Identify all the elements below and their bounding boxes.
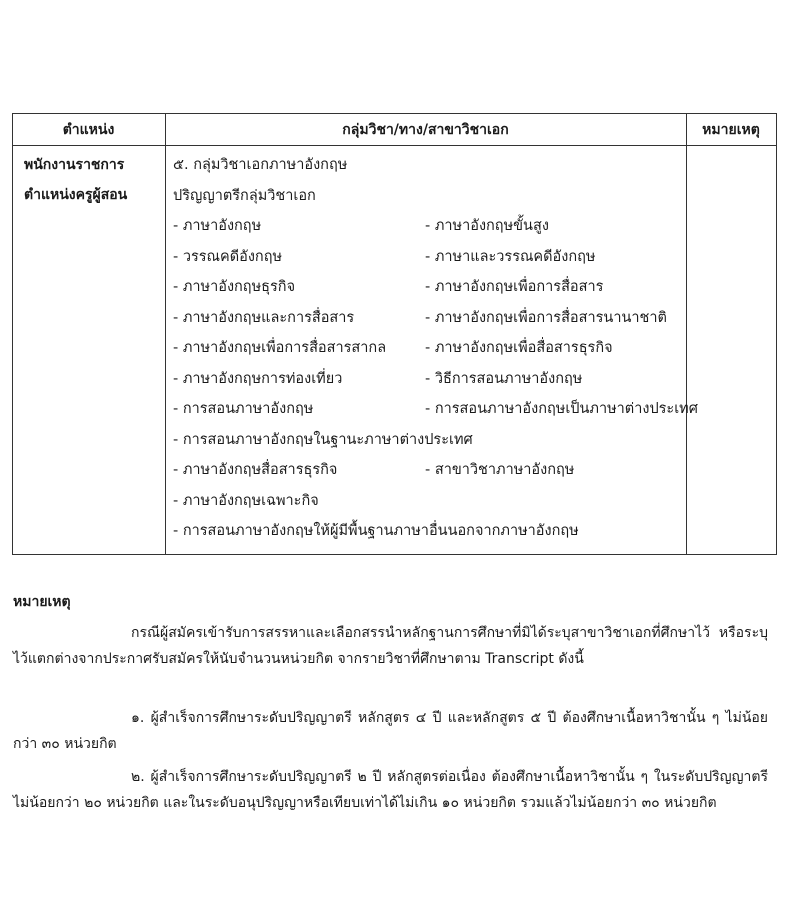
list-item xyxy=(173,516,693,547)
major-name: - การสอนภาษาอังกฤษในฐานะภาษาต่างประเทศ xyxy=(173,431,473,448)
qualification-table xyxy=(12,113,777,555)
notes-intro: กรณีผู้สมัครเข้ารับการสรรหาและเลือกสรรนำหลักฐานการศึกษาที่มิได้ระบุสาขาวิชาเอกที่ศึกษาไว้ หรือระบุไว้แตกต่างจากประกาศรับสมัครให้นับจำนวนหน่วยกิต จากรายวิชาที่ศึกษาตาม Transcript ดังนี้ xyxy=(13,625,768,667)
header-position: ตำแหน่ง xyxy=(62,122,115,138)
table-bottom-border xyxy=(12,554,777,555)
major-name: - การสอนภาษาอังกฤษเป็นภาษาต่างประเทศ xyxy=(425,401,698,417)
major-name: - ภาษาอังกฤษขั้นสูง xyxy=(425,218,549,234)
major-name: - ภาษาอังกฤษเพื่อการสื่อสาร xyxy=(425,279,604,295)
position-line-2: ตำแหน่งครูผู้สอน xyxy=(24,187,128,203)
major-name: - สาขาวิชาภาษาอังกฤษ xyxy=(425,462,575,478)
list-item xyxy=(173,486,693,517)
list-item xyxy=(173,364,693,395)
major-name: - ภาษาและวรรณคดีอังกฤษ xyxy=(425,248,596,265)
major-name: - การสอนภาษาอังกฤษ xyxy=(173,401,314,417)
major-name: - วิธีการสอนภาษาอังกฤษ xyxy=(425,370,583,387)
major-name: - ภาษาอังกฤษและการสื่อสาร xyxy=(173,309,355,326)
list-item xyxy=(173,303,693,334)
list-item xyxy=(173,425,693,456)
list-item xyxy=(173,211,693,242)
notes-item-1: ๑. ผู้สำเร็จการศึกษาระดับปริญญาตรี หลักสูตร ๔ ปี และหลักสูตร ๕ ปี ต้องศึกษาเนื้อหาวิชานั้น ๆ ไม่น้อยกว่า ๓๐ หน่วยกิต xyxy=(13,710,768,752)
group-title: ๕. กลุ่มวิชาเอกภาษาอังกฤษ xyxy=(173,157,348,173)
degree-label: ปริญญาตรีกลุ่มวิชาเอก xyxy=(173,187,316,204)
list-item xyxy=(173,242,693,273)
major-name: - ภาษาอังกฤษเฉพาะกิจ xyxy=(173,492,319,509)
table-right-border xyxy=(776,113,777,555)
list-item xyxy=(173,394,698,425)
major-name: - การสอนภาษาอังกฤษให้ผู้มีพื้นฐานภาษาอื่นนอกจากภาษาอังกฤษ xyxy=(173,523,579,539)
notes-title: หมายเหตุ xyxy=(13,594,71,610)
major-name: - ภาษาอังกฤษ xyxy=(173,218,262,234)
list-item xyxy=(173,455,693,486)
subjects-cell xyxy=(173,150,698,547)
table-left-border xyxy=(12,113,13,555)
header-divider xyxy=(12,145,777,146)
position-line-1: พนักงานราชการ xyxy=(24,157,125,173)
notes-item-2: ๒. ผู้สำเร็จการศึกษาระดับปริญญาตรี ๒ ปี หลักสูตรต่อเนื่อง ต้องศึกษาเนื้อหาวิชานั้น ๆ ในระดับปริญญาตรีไม่น้อยกว่า ๒๐ หน่วยกิต และในระดับอนุปริญญาหรือเทียบเท่าได้ไม่เกิน ๑๐ หน่วยกิต รวมแล้วไม่น้อยกว่า ๓๐ หน่วยกิต xyxy=(13,769,768,811)
major-name: - ภาษาอังกฤษเพื่อการสื่อสารนานาชาติ xyxy=(425,309,667,326)
major-name: - ภาษาอังกฤษเพื่อการสื่อสารสากล xyxy=(173,340,387,356)
major-name: - วรรณคดีอังกฤษ xyxy=(173,248,283,265)
list-item xyxy=(173,333,693,364)
header-subjects: กลุ่มวิชา/ทาง/สาขาวิชาเอก xyxy=(342,122,509,138)
major-list xyxy=(173,211,698,547)
major-name: - ภาษาอังกฤษสื่อสารธุรกิจ xyxy=(173,462,338,478)
major-name: - ภาษาอังกฤษธุรกิจ xyxy=(173,279,296,295)
position-cell xyxy=(24,150,174,210)
major-name: - ภาษาอังกฤษการท่องเที่ยว xyxy=(173,370,343,387)
list-item xyxy=(173,272,693,303)
major-name: - ภาษาอังกฤษเพื่อสื่อสารธุรกิจ xyxy=(425,340,613,356)
table-top-border xyxy=(12,113,777,114)
header-remarks: หมายเหตุ xyxy=(702,122,760,138)
